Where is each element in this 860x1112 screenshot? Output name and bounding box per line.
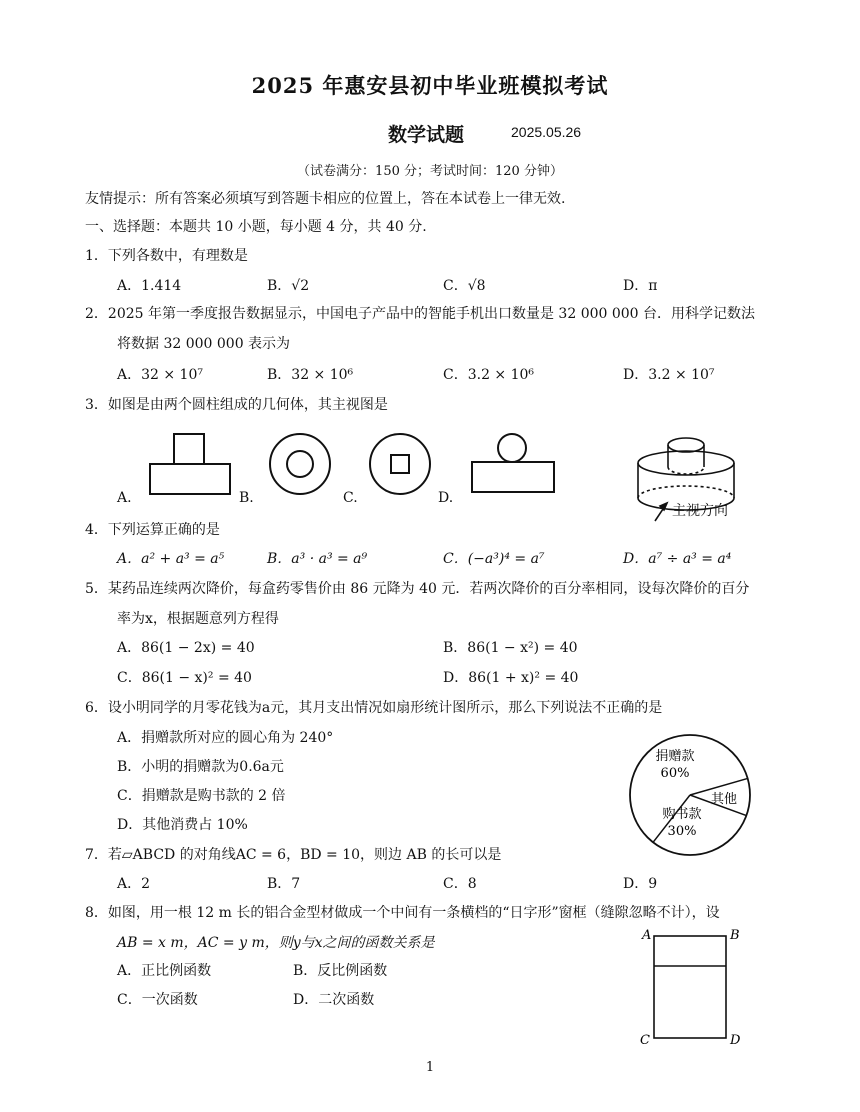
q2-option-a: A．32 × 10⁷ bbox=[117, 367, 203, 383]
q8-stem: 8．如图，用一根 12 m 长的铝合金型材做成一个中间有一条横档的“日字形”窗框（缝隙忽略不计），设 bbox=[85, 905, 720, 921]
q6-option-d: D．其他消费占 10% bbox=[117, 817, 248, 833]
q8-option-c: C．一次函数 bbox=[117, 992, 198, 1008]
q2-stem: 2．2025 年第一季度报告数据显示，中国电子产品中的智能手机出口数量是 32 000 000 台．用科学记数法 bbox=[85, 306, 756, 322]
window-frame bbox=[654, 936, 726, 1038]
pie-label-other: 其他 bbox=[710, 792, 738, 807]
q4-option-d: D．a⁷ ÷ a³ = a⁴ bbox=[623, 551, 732, 567]
corner-label-d: D bbox=[730, 1033, 741, 1048]
q7-option-d: D．9 bbox=[623, 876, 658, 892]
q5-option-d: D．86(1 + x)² = 40 bbox=[443, 670, 579, 686]
notice: 友情提示：所有答案必须填写到答题卡相应的位置上，答在本试卷上一律无效. bbox=[85, 191, 566, 207]
q2-stem-cont: 将数据 32 000 000 表示为 bbox=[117, 336, 291, 352]
q7-option-a: A．2 bbox=[117, 876, 151, 892]
q3-figure-b bbox=[270, 434, 330, 494]
exam-date: 2025.05.26 bbox=[511, 124, 582, 140]
q5-option-c: C．86(1 − x)² = 40 bbox=[117, 670, 252, 686]
exam-title: 2025 年惠安县初中毕业班模拟考试 bbox=[251, 73, 609, 98]
q3-option-c: C. bbox=[343, 490, 358, 506]
q1-option-d: D．π bbox=[623, 278, 658, 294]
q2-option-d: D．3.2 × 10⁷ bbox=[623, 367, 715, 383]
q8-stem-cont: AB = x m，AC = y m，则y与x之间的函数关系是 bbox=[117, 935, 435, 951]
q3-view-direction-label: 主视方向 bbox=[672, 503, 728, 519]
exam-meta: （试卷满分：150 分；考试时间：120 分钟） bbox=[297, 164, 563, 179]
q2-option-b: B．32 × 10⁶ bbox=[267, 367, 354, 383]
q7-stem: 7．若▱ABCD 的对角线AC = 6，BD = 10，则边 AB 的长可以是 bbox=[85, 847, 502, 863]
q3-figure-c bbox=[370, 434, 430, 494]
q3-option-b: B. bbox=[239, 490, 254, 506]
q4-option-c: C．(−a³)⁴ = a⁷ bbox=[443, 551, 545, 567]
pie-label-books: 购书款 bbox=[662, 807, 702, 822]
q4-option-a: A．a² + a³ = a⁵ bbox=[117, 551, 225, 567]
pie-label-donation: 捐赠款 bbox=[655, 749, 695, 764]
corner-label-c: C bbox=[640, 1033, 650, 1048]
q3-figures bbox=[100, 420, 860, 530]
q3-option-a: A. bbox=[117, 490, 132, 506]
q6-option-c: C．捐赠款是购书款的 2 倍 bbox=[117, 788, 286, 804]
q2-option-c: C．3.2 × 10⁶ bbox=[443, 367, 535, 383]
q6-option-a: A．捐赠款所对应的圆心角为 240° bbox=[117, 730, 334, 746]
q5-option-b: B．86(1 − x²) = 40 bbox=[443, 640, 578, 656]
q5-stem: 5．某药品连续两次降价，每盒药零售价由 86 元降为 40 元．若两次降价的百分率相同，设每次降价的百分 bbox=[85, 581, 750, 597]
q6-stem: 6．设小明同学的月零花钱为a元，其月支出情况如扇形统计图所示，那么下列说法不正确的是 bbox=[85, 700, 663, 716]
q5-stem-cont: 率为x，根据题意列方程得 bbox=[117, 611, 279, 627]
q8-option-b: B．反比例函数 bbox=[293, 963, 388, 979]
q4-option-b: B．a³ · a³ = a⁹ bbox=[267, 551, 368, 567]
q1-option-a: A．1.414 bbox=[117, 278, 182, 294]
q6-option-b: B．小明的捐赠款为0.6a元 bbox=[117, 759, 284, 775]
q3-option-d: D. bbox=[438, 490, 454, 506]
pie-percent-books: 30% bbox=[667, 824, 697, 839]
q7-option-b: B．7 bbox=[267, 876, 301, 892]
q3-figure-d bbox=[472, 434, 554, 492]
q1-option-b: B．√2 bbox=[267, 278, 310, 294]
q5-option-a: A．86(1 − 2x) = 40 bbox=[117, 640, 255, 656]
q6-pie-chart bbox=[620, 730, 760, 860]
section-heading: 一、选择题：本题共 10 小题，每小题 4 分，共 40 分. bbox=[85, 219, 427, 235]
corner-label-b: B bbox=[730, 928, 740, 943]
q8-option-a: A．正比例函数 bbox=[117, 963, 212, 979]
q1-option-c: C．√8 bbox=[443, 278, 486, 294]
q8-window-frame-figure bbox=[630, 922, 750, 1050]
q3-stem: 3．如图是由两个圆柱组成的几何体，其主视图是 bbox=[85, 397, 388, 413]
q7-option-c: C．8 bbox=[443, 876, 477, 892]
pie-percent-donation: 60% bbox=[660, 766, 690, 781]
page-number: 1 bbox=[425, 1060, 435, 1075]
q8-option-d: D．二次函数 bbox=[293, 992, 375, 1008]
exam-subtitle: 数学试题 bbox=[388, 124, 465, 146]
q3-figure-a bbox=[150, 434, 230, 494]
corner-label-a: A bbox=[642, 928, 652, 943]
q1-stem: 1．下列各数中，有理数是 bbox=[85, 248, 248, 264]
q4-stem: 4．下列运算正确的是 bbox=[85, 522, 220, 538]
